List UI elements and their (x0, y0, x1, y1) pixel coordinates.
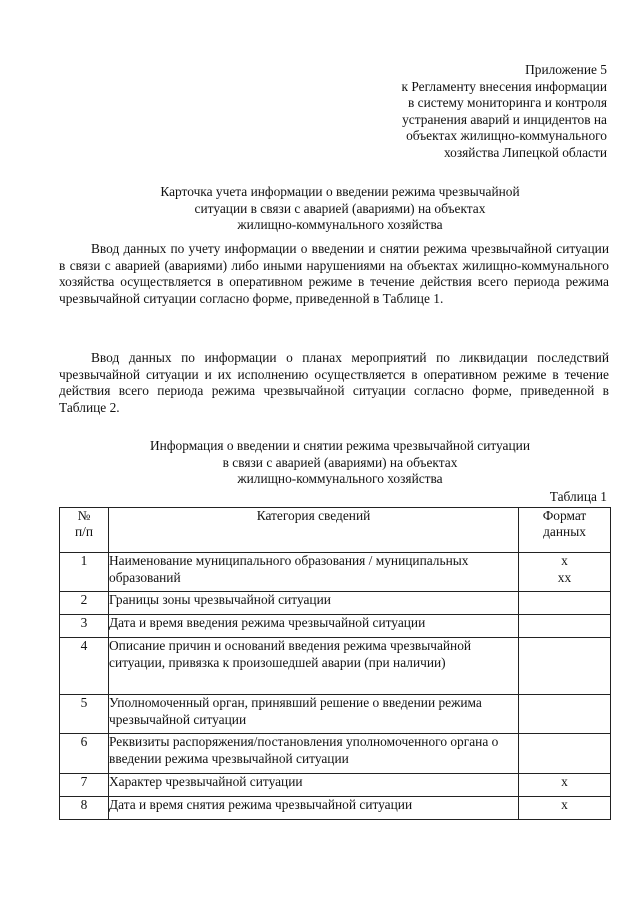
row-category: Реквизиты распоряжения/постановления уполномоченного органа о введении режима чрезвычайной ситуации (109, 734, 519, 774)
row-format (519, 797, 611, 820)
header-format-line2: данных (543, 524, 586, 539)
appendix-line: объектах жилищно-коммунального (406, 128, 607, 144)
table-row (60, 797, 611, 820)
appendix-line: к Регламенту внесения информации (401, 78, 607, 94)
row-format (519, 592, 611, 615)
row-category: Характер чрезвычайной ситуации (109, 774, 519, 797)
table-number-label: Таблица 1 (549, 489, 607, 504)
card-title-line: жилищно-коммунального хозяйства (237, 217, 443, 233)
row-category: Описание причин и оснований введения режима чрезвычайной ситуации, привязка к произошедшей аварии (при наличии) (109, 638, 519, 695)
row-category: Границы зоны чрезвычайной ситуации (109, 592, 519, 615)
row-format (519, 695, 611, 734)
row-format-line1: x (561, 774, 568, 789)
header-format (519, 508, 611, 553)
row-format (519, 553, 611, 592)
row-format (519, 774, 611, 797)
row-format-line2: xx (557, 569, 572, 585)
header-category: Категория сведений (109, 508, 519, 553)
row-format (519, 734, 611, 774)
header-num-line1: № (77, 508, 91, 523)
row-format (519, 615, 611, 638)
table-caption-line: жилищно-коммунального хозяйства (237, 471, 443, 487)
table-row (60, 695, 611, 734)
row-num: 5 (60, 695, 109, 734)
row-num: 1 (60, 553, 109, 592)
table-caption (60, 438, 620, 488)
table-row (60, 553, 611, 592)
header-format-line1: Формат (542, 508, 587, 523)
row-category: Уполномоченный орган, принявший решение о введении режима чрезвычайной ситуации (109, 695, 519, 734)
row-format-line1: x (561, 553, 568, 568)
appendix-line: хозяйства Липецкой области (443, 144, 607, 160)
row-num: 7 (60, 774, 109, 797)
row-category: Дата и время снятия режима чрезвычайной ситуации (109, 797, 519, 820)
row-category: Дата и время введения режима чрезвычайной ситуации (109, 615, 519, 638)
table-row (60, 592, 611, 615)
card-title-line: Карточка учета информации о введении режима чрезвычайной (160, 184, 520, 199)
table-caption-line: в связи с аварией (авариями) на объектах (222, 454, 458, 470)
info-table (59, 507, 611, 820)
row-format-line1: x (561, 797, 568, 812)
paragraph-table1-intro: Ввод данных по учету информации о введении и снятии режима чрезвычайной ситуации в связи с аварией (авариями) либо иными нарушениями на объектах жилищно-коммунального хозяйства осуществляется в оперативном режиме в течение действия всего периода режима чрезвычайной ситуации согласно форме, приведенной в Таблице 1. (59, 241, 609, 306)
appendix-note (337, 62, 607, 162)
paragraph-table2-intro: Ввод данных по информации о планах мероприятий по ликвидации последствий чрезвычайной ситуации и их исполнению осуществляется в оперативном режиме в течение действия всего периода режима чрезвычайной ситуации согласно форме, приведенной в Таблице 2. (59, 350, 609, 415)
card-title (60, 184, 620, 234)
table-caption-line: Информация о введении и снятии режима чрезвычайной ситуации (150, 438, 530, 453)
table-row (60, 774, 611, 797)
row-num: 8 (60, 797, 109, 820)
row-num: 4 (60, 638, 109, 695)
row-num: 2 (60, 592, 109, 615)
header-num-line2: п/п (74, 524, 94, 539)
table-header-row (60, 508, 611, 553)
row-format (519, 638, 611, 695)
appendix-line: Приложение 5 (525, 62, 607, 77)
row-category: Наименование муниципального образования / муниципальных образований (109, 553, 519, 592)
table-row (60, 638, 611, 695)
table-row (60, 734, 611, 774)
row-num: 6 (60, 734, 109, 774)
appendix-line: в систему мониторинга и контроля (408, 95, 607, 111)
table-row (60, 615, 611, 638)
card-title-line: ситуации в связи с аварией (авариями) на объектах (194, 200, 486, 216)
header-num (60, 508, 109, 553)
appendix-line: устранения аварий и инцидентов на (402, 111, 607, 127)
row-num: 3 (60, 615, 109, 638)
